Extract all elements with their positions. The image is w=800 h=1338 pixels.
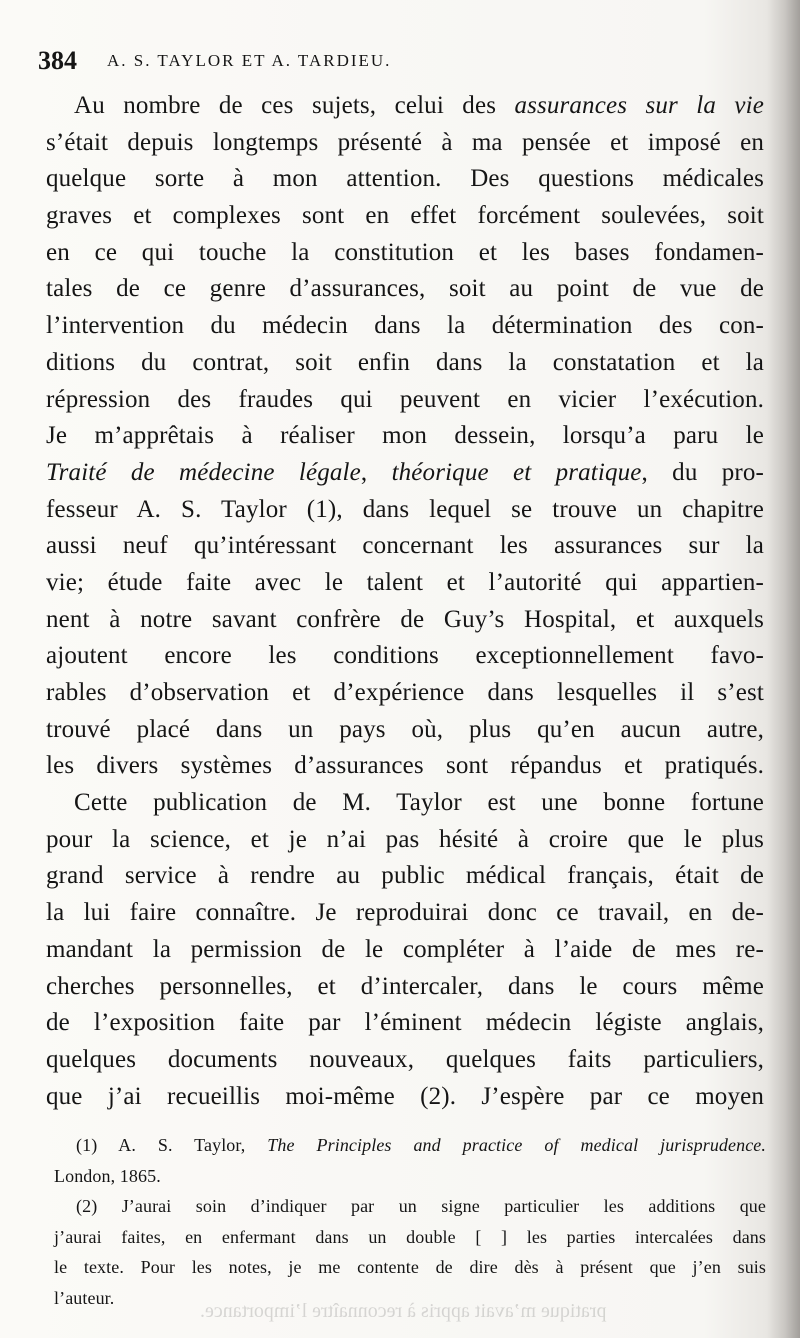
footnote-line: (1) A. S. Taylor, The Principles and practice of medical jurisprudence. bbox=[76, 1135, 766, 1155]
footnote-line: London, 1865. bbox=[54, 1165, 161, 1186]
text-line: grand service à rendre au public médical français, était de bbox=[46, 862, 764, 890]
text-line: en ce qui touche la constitution et les bases fondamen- bbox=[46, 238, 764, 266]
text-line: fesseur A. S. Taylor (1), dans lequel se trouve un chapitre bbox=[46, 495, 764, 523]
text-line: que j’ai recueillis moi-même (2). J’espère par ce moyen bbox=[46, 1082, 764, 1110]
text-line: Je m’apprêtais à réaliser mon dessein, lorsqu’a paru le bbox=[46, 422, 764, 450]
footnote-line: (2) J’aurai soin d’indiquer par un signe particulier les additions que bbox=[76, 1196, 766, 1217]
text-line: la lui faire connaître. Je reproduirai donc ce travail, en de- bbox=[46, 899, 764, 927]
footnote-line: l’auteur. bbox=[54, 1287, 115, 1308]
footnote-line: le texte. Pour les notes, je me contente de dire dès à présent que j’en suis bbox=[54, 1257, 766, 1278]
text-line: rables d’observation et d’expérience dans lesquelles il s’est bbox=[46, 679, 764, 706]
text-line: Traité de médecine légale, théorique et pratique, du pro- bbox=[46, 458, 764, 486]
text-line: trouvé placé dans un pays où, plus qu’en aucun autre, bbox=[46, 715, 764, 743]
text-line: les divers systèmes d’assurances sont répandus et pratiqués. bbox=[46, 752, 764, 780]
main-text bbox=[46, 88, 764, 1115]
text-line: vie; étude faite avec le talent et l’autorité qui appartien- bbox=[46, 568, 764, 596]
text-line: s’était depuis longtemps présenté à ma pensée et imposé en bbox=[46, 128, 764, 156]
text-line: quelque sorte à mon attention. Des questions médicales bbox=[46, 165, 764, 193]
text-line: répression des fraudes qui peuvent en vicier l’exécution. bbox=[46, 385, 764, 413]
text-line: nent à notre savant confrère de Guy’s Hospital, et auxquels bbox=[46, 605, 764, 633]
text-line: cherches personnelles, et d’intercaler, dans le cours même bbox=[46, 972, 764, 1000]
text-line: l’intervention du médecin dans la détermination des con- bbox=[46, 312, 764, 340]
page-number: 384 bbox=[38, 46, 77, 75]
text-line: tales de ce genre d’assurances, soit au point de vue de bbox=[46, 275, 764, 303]
bleed-through-text: pratique m’avait appris à reconnaître l’importance. bbox=[200, 1300, 607, 1322]
text-line: ajoutent encore les conditions exceptionnellement favo- bbox=[46, 642, 764, 670]
running-head: A. S. TAYLOR ET A. TARDIEU. bbox=[107, 51, 392, 70]
text-line: Au nombre de ces sujets, celui des assurances sur la vie bbox=[74, 92, 764, 119]
text-line: de l’exposition faite par l’éminent médecin légiste anglais, bbox=[46, 1009, 764, 1037]
text-line: graves et complexes sont en effet forcément soulevées, soit bbox=[46, 202, 764, 230]
footnote-line: j’aurai faites, en enfermant dans un double [ ] les parties intercalées dans bbox=[54, 1226, 766, 1247]
text-line: ditions du contrat, soit enfin dans la constatation et la bbox=[46, 348, 764, 376]
text-line: aussi neuf qu’intéressant concernant les assurances sur la bbox=[46, 532, 764, 560]
text-line: Cette publication de M. Taylor est une bonne fortune bbox=[74, 789, 764, 817]
text-line: mandant la permission de le compléter à l’aide de mes re- bbox=[46, 935, 764, 963]
footnotes bbox=[54, 1130, 766, 1314]
text-line: quelques documents nouveaux, quelques faits particuliers, bbox=[46, 1045, 764, 1073]
page-header bbox=[38, 45, 758, 77]
page-gutter-shadow bbox=[766, 0, 800, 1338]
text-line: pour la science, et je n’ai pas hésité à croire que le plus bbox=[46, 825, 764, 853]
